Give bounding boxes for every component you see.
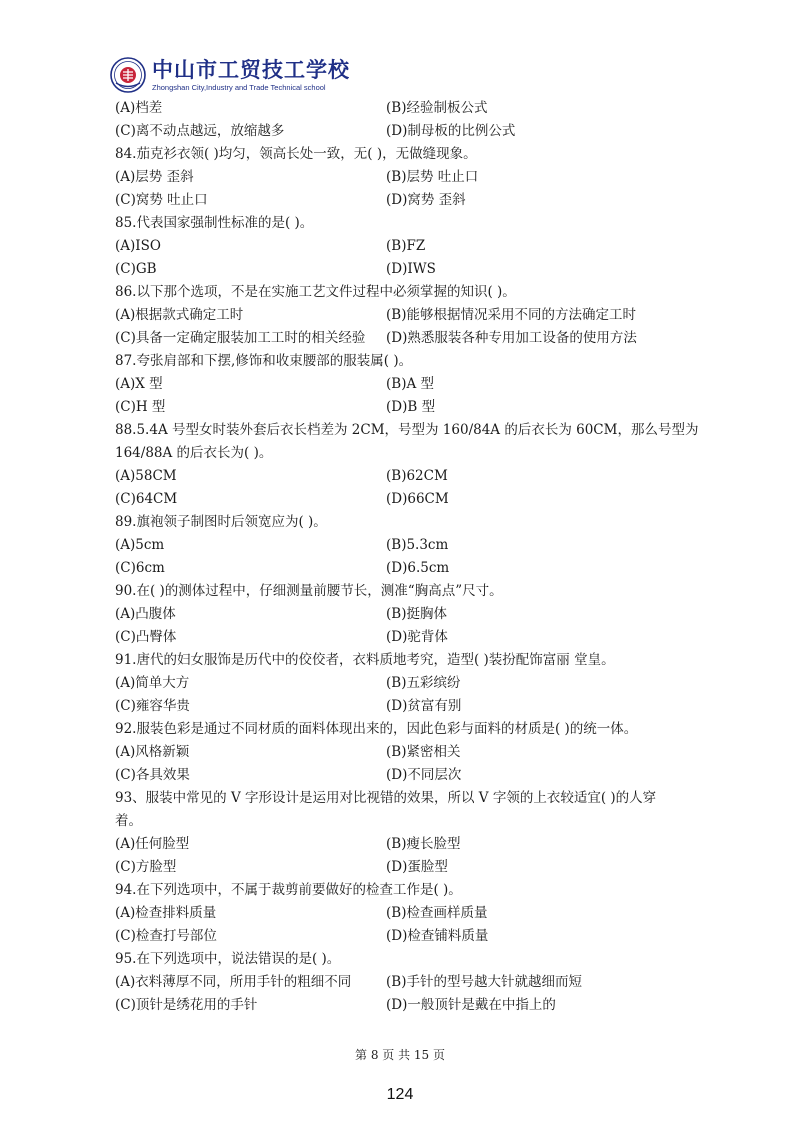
option: (C)离不动点越远，放缩越多 (115, 123, 285, 139)
option: (A)衣料薄厚不同，所用手针的粗细不同 (115, 974, 352, 990)
option: (D)6.5cm (386, 560, 450, 576)
option-row (115, 235, 695, 258)
option-row (115, 741, 695, 764)
option: (A)档差 (115, 100, 163, 116)
option-row (115, 327, 695, 350)
option-row (115, 925, 695, 948)
option-row (115, 396, 695, 419)
option: (B)瘦长脸型 (386, 836, 461, 852)
option-row (115, 373, 695, 396)
option-row (115, 902, 695, 925)
school-name-chinese: 中山市工贸技工学校 (152, 58, 350, 82)
question (115, 718, 695, 787)
question-list (115, 143, 699, 1017)
option-row (115, 304, 695, 327)
option: (C)各具效果 (115, 767, 190, 783)
option: (B)手针的型号越大针就越细而短 (386, 974, 582, 990)
question-text: 86.以下那个选项，不是在实施工艺文件过程中必须掌握的知识( )。 (115, 284, 516, 300)
option-row (115, 856, 695, 879)
option: (D)不同层次 (386, 767, 462, 783)
option: (A)X 型 (115, 376, 163, 392)
question-text: 91.唐代的妇女服饰是历代中的佼佼者，衣料质地考究，造型( )装扮配饰富丽 堂皇。 (115, 652, 615, 668)
option: (C)具备一定确定服装加工工时的相关经验 (115, 330, 366, 346)
option: (C)顶针是绣花用的手针 (115, 997, 258, 1013)
option: (B)5.3cm (386, 537, 449, 553)
option-row (115, 534, 695, 557)
question (115, 419, 699, 511)
option: (C)方脸型 (115, 859, 177, 875)
option: (C)64CM (115, 491, 178, 507)
option: (B)五彩缤纷 (386, 675, 461, 691)
option: (C)6cm (115, 560, 165, 576)
exam-content (115, 97, 699, 1017)
option: (A)ISO (115, 238, 161, 254)
option: (D)一般顶针是戴在中指上的 (386, 997, 556, 1013)
option: (A)根据款式确定工时 (115, 307, 244, 323)
question (115, 511, 695, 580)
option: (B)层势 吐止口 (386, 169, 479, 185)
option-row (115, 488, 695, 511)
option: (D)制母板的比例公式 (386, 123, 516, 139)
option: (D)66CM (386, 491, 449, 507)
option-row (115, 833, 695, 856)
question (115, 649, 695, 718)
question-text: 92.服装色彩是通过不同材质的面料体现出来的，因此色彩与面料的材质是( )的统一体。 (115, 721, 638, 737)
option: (A)层势 歪斜 (115, 169, 194, 185)
question-text: 93、服装中常见的 V 字形设计是运用对比视错的效果，所以 V 字领的上衣较适宜( )的人穿 (115, 790, 657, 806)
option: (A)5cm (115, 537, 165, 553)
option: (B)A 型 (386, 376, 434, 392)
question-text: 90.在( )的测体过程中，仔细测量前腰节长，测准“胸高点”尺寸。 (115, 583, 503, 599)
option: (A)风格新颖 (115, 744, 190, 760)
option: (D)驼背体 (386, 629, 448, 645)
option: (C)检查打号部位 (115, 928, 217, 944)
option: (B)经验制板公式 (386, 100, 488, 116)
question-text: 84.茄克衫衣领( )均匀，领高长处一致，无( )，无做缝现象。 (115, 146, 477, 162)
school-logo-icon (110, 57, 146, 93)
page-info: 第 8 页 共 15 页 (355, 1048, 445, 1062)
option-row (115, 97, 695, 120)
question (115, 879, 695, 948)
option: (A)凸腹体 (115, 606, 176, 622)
question-text: 95.在下列选项中，说法错误的是( )。 (115, 951, 341, 967)
option: (C)凸臀体 (115, 629, 177, 645)
option: (B)检查画样质量 (386, 905, 488, 921)
option: (D)检查铺料质量 (386, 928, 489, 944)
question (115, 787, 695, 879)
option-row (115, 258, 695, 281)
option-row (115, 994, 695, 1017)
option-row (115, 626, 695, 649)
question-text: 着。 (115, 813, 142, 829)
option-row (115, 971, 695, 994)
option: (B)能够根据情况采用不同的方法确定工时 (386, 307, 636, 323)
option: (D)窝势 歪斜 (386, 192, 466, 208)
option: (B)62CM (386, 468, 448, 484)
question (115, 580, 695, 649)
school-name-english: Zhongshan City,Industry and Trade Technical school (152, 83, 326, 92)
option-row (115, 603, 695, 626)
option: (D)B 型 (386, 399, 436, 415)
option-row (115, 672, 695, 695)
question (115, 212, 695, 281)
option-row (115, 120, 695, 143)
option: (D)熟悉服装各种专用加工设备的使用方法 (386, 330, 637, 346)
question-text: 85.代表国家强制性标准的是( )。 (115, 215, 314, 231)
option: (A)简单大方 (115, 675, 190, 691)
question (115, 143, 695, 212)
option: (C)H 型 (115, 399, 166, 415)
option: (C)GB (115, 261, 157, 277)
option: (D)蛋脸型 (386, 859, 448, 875)
question (115, 948, 695, 1017)
school-header (110, 56, 350, 94)
question-text: 94.在下列选项中，不属于裁剪前要做好的检查工作是( )。 (115, 882, 462, 898)
option-row (115, 695, 695, 718)
option: (A)58CM (115, 468, 177, 484)
question-text: 89.旗袍领子制图时后领宽应为( )。 (115, 514, 327, 530)
option: (D)贫富有别 (386, 698, 462, 714)
option: (B)FZ (386, 238, 426, 254)
option: (C)窝势 吐止口 (115, 192, 208, 208)
question (115, 350, 695, 419)
question-text: 164/88A 的后衣长为( )。 (115, 445, 273, 461)
question (115, 281, 695, 350)
option: (A)检查排料质量 (115, 905, 217, 921)
option-row (115, 166, 695, 189)
option: (C)雍容华贵 (115, 698, 190, 714)
option: (A)任何脸型 (115, 836, 190, 852)
option-row (115, 557, 695, 580)
option: (B)紧密相关 (386, 744, 461, 760)
option: (B)挺胸体 (386, 606, 447, 622)
option: (D)IWS (386, 261, 436, 277)
page-number: 124 (386, 1086, 414, 1103)
option-row (115, 764, 695, 787)
question-text: 87.夸张肩部和下摆,修饰和收束腰部的服装属( )。 (115, 353, 413, 369)
question-text: 88.5.4A 号型女时装外套后衣长档差为 2CM，号型为 160/84A 的后衣长为 60CM，那么号型为 (115, 422, 699, 438)
option-row (115, 465, 695, 488)
option-row (115, 189, 695, 212)
